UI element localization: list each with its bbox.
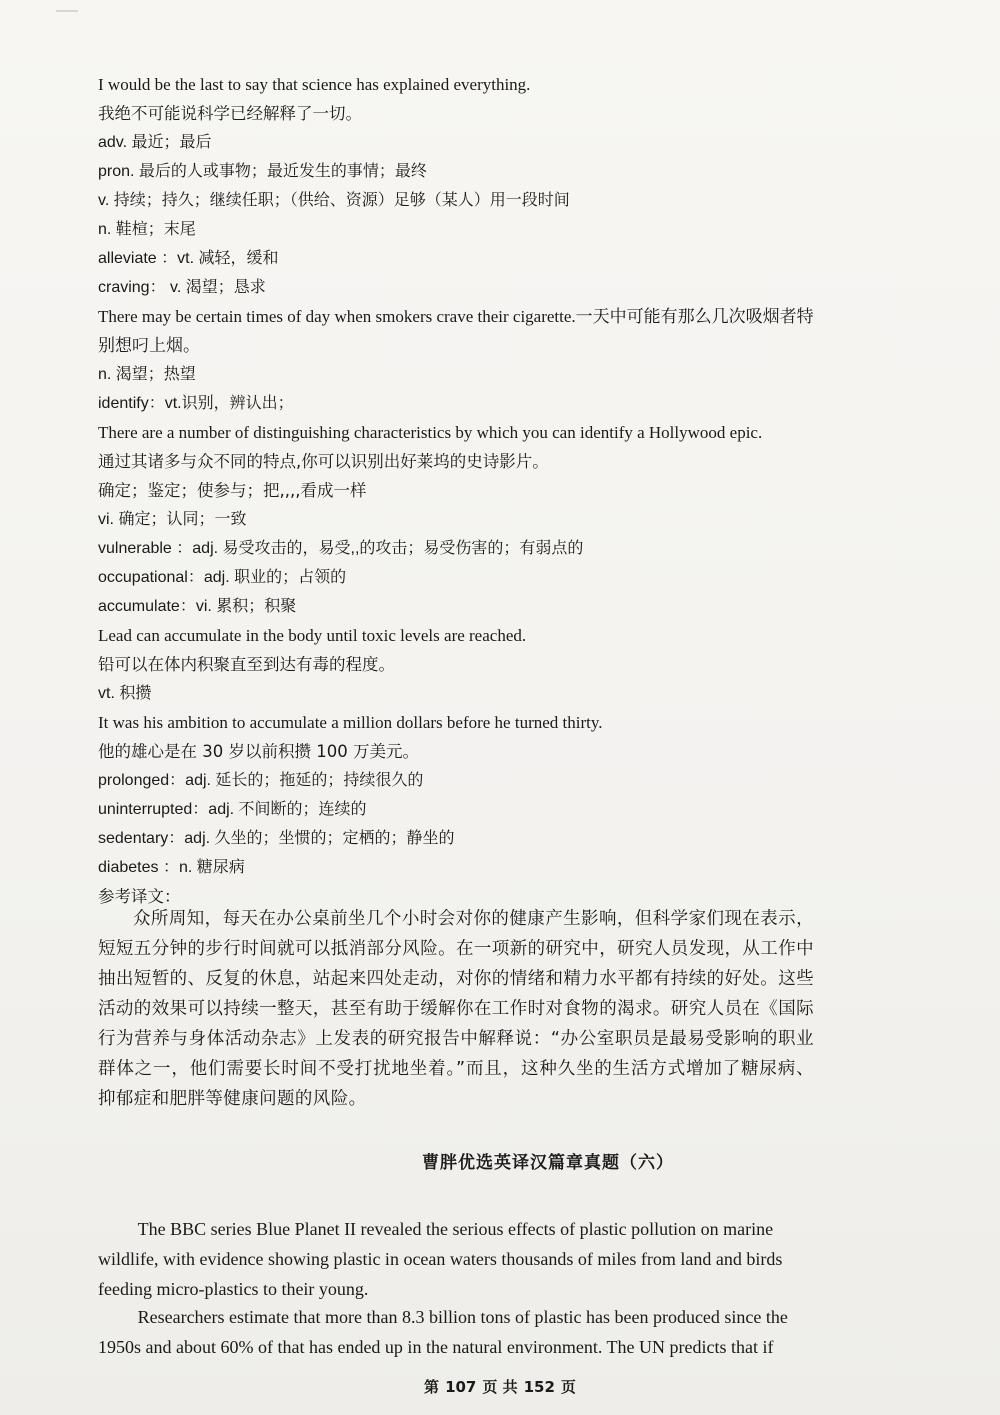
vocab-entry-alleviate: alleviate ：vt. 减轻，缓和	[98, 250, 279, 267]
vocab-entry-diabetes: diabetes ：n. 糖尿病	[98, 859, 245, 876]
vocabulary-notes	[98, 70, 818, 911]
example-sentence-en: It was his ambition to accumulate a million dollars before he turned thirty.	[98, 713, 603, 732]
definition-line: n. 渴望；热望	[98, 366, 196, 383]
vocab-entry-prolonged: prolonged：adj. 延长的；拖延的；持续很久的	[98, 772, 424, 789]
vocab-entry-identify: identify：vt.识别，辨认出；	[98, 395, 294, 412]
example-sentence-zh: 他的雄心是在 30 岁以前积攒 100 万美元。	[98, 742, 419, 761]
vocab-entry-uninterrupted: uninterrupted：adj. 不间断的；连续的	[98, 801, 367, 818]
english-paragraph: Researchers estimate that more than 8.3 billion tons of plastic has been produced since the 1950s and about 60% of that has ended up in the natural environment. The UN predicts that if	[98, 1307, 788, 1357]
page-footer	[0, 1376, 1000, 1397]
example-sentence-zh: 通过其诸多与众不同的特点,你可以识别出好莱坞的史诗影片。	[98, 452, 549, 471]
definition-line: v. 持续；持久；继续任职；（供给、资源）足够（某人）用一段时间	[98, 192, 570, 209]
vocab-entry-vulnerable: vulnerable ：adj. 易受攻击的，易受,,的攻击；易受伤害的；有弱点的	[98, 540, 584, 557]
section-title: 曹胖优选英译汉篇章真题（六）	[422, 1153, 674, 1173]
vocab-entry-craving: craving： v. 渴望；恳求	[98, 279, 266, 296]
footer-prefix: 第	[424, 1378, 440, 1396]
definition-line: n. 鞋楦；末尾	[98, 221, 196, 238]
example-sentence-zh: 我绝不可能说科学已经解释了一切。	[98, 104, 362, 123]
example-sentence-en: Lead can accumulate in the body until toxic levels are reached.	[98, 626, 527, 645]
total-page-count: 152	[523, 1378, 555, 1396]
reference-translation: 众所周知，每天在办公桌前坐几个小时会对你的健康产生影响，但科学家们现在表示，短短五分钟的步行时间就可以抵消部分风险。在一项新的研究中，研究人员发现，从工作中抽出短暂的、反复的休息，站起来四处走动，对你的情绪和精力水平都有持续的好处。这些活动的效果可以持续一整天，甚至有助于缓解你在工作时对食物的渴求。研究人员在《国际行为营养与身体活动杂志》上发表的研究报告中解释说：“办公室职员是最易受影响的职业群体之一，他们需要长时间不受打扰地坐着。”而且，这种久坐的生活方式增加了糖尿病、抑郁症和肥胖等健康问题的风险。	[98, 909, 814, 1109]
scan-mark	[56, 10, 78, 12]
definition-line: pron. 最后的人或事物；最近发生的事情；最终	[98, 163, 427, 180]
definition-line: vi. 确定；认同；一致	[98, 511, 247, 528]
example-sentence-en: There are a number of distinguishing characteristics by which you can identify a Hollywood epic.	[98, 423, 763, 442]
english-paragraph: The BBC series Blue Planet II revealed the serious effects of plastic pollution on marine wildlife, with evidence showing plastic in ocean waters thousands of miles from land and birds feeding micro-plastics to their young.	[98, 1219, 783, 1299]
definition-line: vt. 积攒	[98, 685, 152, 702]
example-sentence-zh: 铅可以在体内积聚直至到达有毒的程度。	[98, 655, 395, 674]
current-page-number: 107	[445, 1378, 477, 1396]
vocab-entry-accumulate: accumulate：vi. 累积；积聚	[98, 598, 297, 615]
definition-line: 确定；鉴定；使参与；把,,,,看成一样	[98, 481, 367, 500]
example-sentence-en: There may be certain times of day when smokers crave their cigarette.一天中可能有那么几次吸烟者特别想叼上烟。	[98, 307, 814, 355]
vocab-entry-sedentary: sedentary：adj. 久坐的；坐惯的；定栖的；静坐的	[98, 830, 455, 847]
vocab-entry-occupational: occupational：adj. 职业的；占领的	[98, 569, 347, 586]
example-sentence-en: I would be the last to say that science has explained everything.	[98, 75, 531, 94]
definition-line: adv. 最近；最后	[98, 134, 212, 151]
translation-heading: 参考译文：	[98, 887, 181, 906]
footer-suffix: 页	[560, 1378, 576, 1396]
footer-middle: 页 共	[482, 1378, 518, 1396]
